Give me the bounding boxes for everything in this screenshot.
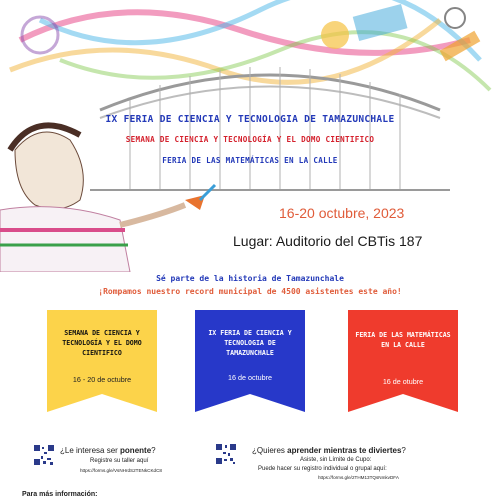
card-date: 16 de octubre [228, 373, 272, 382]
attendee-qr-code-icon[interactable] [215, 443, 237, 465]
event-dates: 16-20 octubre, 2023 [279, 205, 405, 221]
event-card-semana [47, 310, 157, 412]
tagline-1: Sé parte de la historia de Tamazunchale [156, 274, 344, 283]
speaker-register-link[interactable]: https://forms.gle/VsNHrdS2TENkCKdC8 [80, 468, 162, 473]
card-date: 16 - 20 de octubre [72, 375, 132, 384]
attendee-register-label: Puede hacer su registro individual o grupal aquí: [258, 466, 387, 472]
speaker-register-label: Registre su taller aquí [90, 458, 149, 464]
event-card-feria-ciencia [195, 310, 305, 412]
card-title: FERIA DE LAS MATEMÁTICAS EN LA CALLE [355, 331, 451, 349]
speaker-qr-code-icon[interactable] [33, 444, 55, 466]
attendee-question: ¿Quieres aprender mientras te diviertes? [252, 446, 406, 455]
card-date: 16 de otubre [382, 377, 424, 386]
attendee-register-link[interactable]: https://forms.gle/2THM13TQsNmkvDFA [318, 475, 399, 480]
card-title: SEMANA DE CIENCIA Y TECNOLOGÍA Y EL DOMO CIENTIFICO [62, 329, 142, 357]
event-subtitle-2: FERIA DE LAS MATEMÁTICAS EN LA CALLE [162, 156, 338, 165]
event-title: IX FERIA DE CIENCIA Y TECNOLOGIA DE TAMAZUNCHALE [105, 114, 395, 125]
event-subtitle-1: SEMANA DE CIENCIA Y TECNOLOGÍA Y EL DOMO CIENTIFICO [125, 135, 375, 144]
tagline-2: ¡Rompamos nuestro record municipal de 4500 asistentes este año! [98, 287, 402, 296]
card-title: IX FERIA DE CIENCIA Y TECNOLOGIA DE TAMAZUNCHALE [208, 329, 292, 357]
attendee-capacity-label: Asiste, sin Límite de Cupo: [300, 457, 372, 463]
more-info-label: Para más información: [22, 491, 98, 498]
speaker-question: ¿Le interesa ser ponente? [60, 446, 156, 455]
event-card-matematicas [348, 310, 458, 412]
event-place: Lugar: Auditorio del CBTis 187 [233, 233, 423, 249]
